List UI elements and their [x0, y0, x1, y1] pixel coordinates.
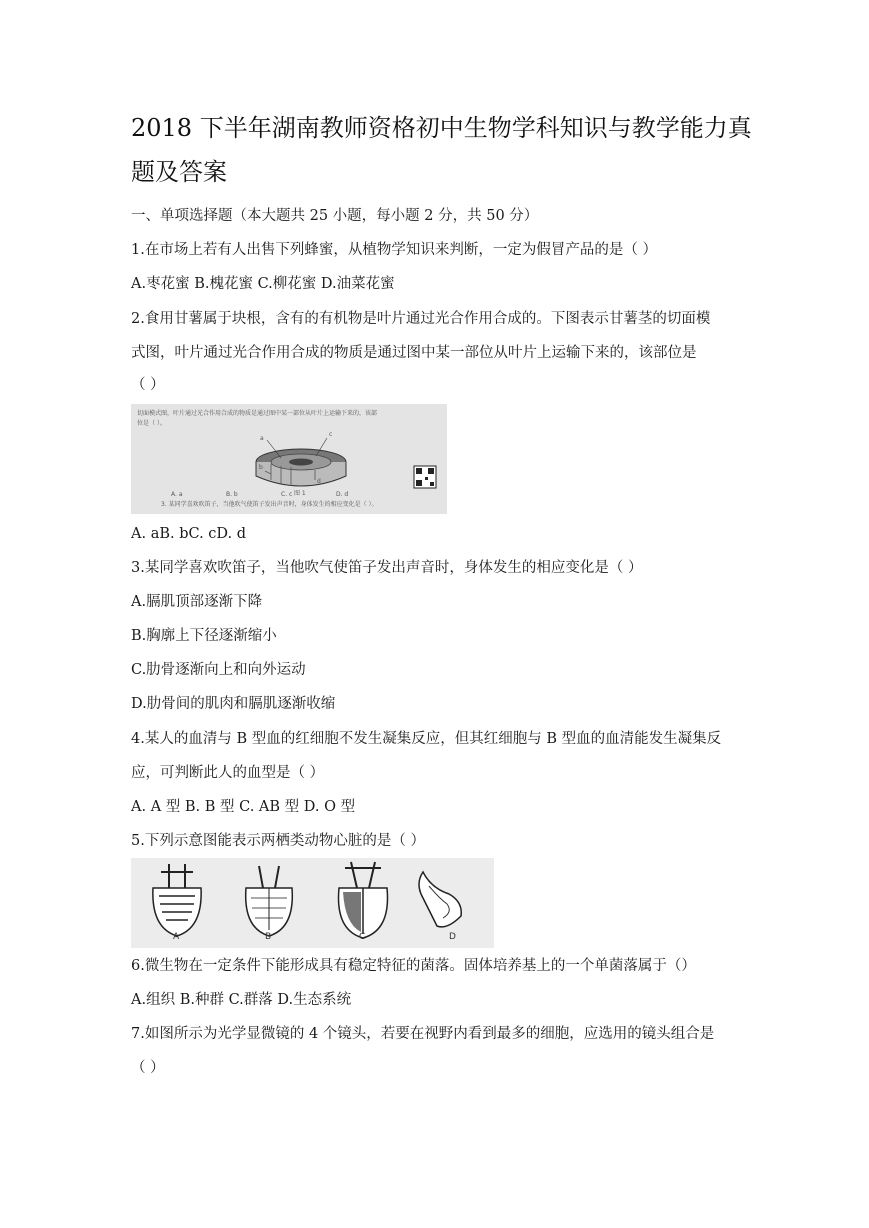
- q2-stem-line1: 2.食用甘薯属于块根，含有的有机物是叶片通过光合作用合成的。下图表示甘薯茎的切面模: [131, 311, 711, 327]
- figure-text-top2: 位是（ ）。: [137, 420, 166, 427]
- q4-stem-line1: 4.某人的血清与 B 型血的红细胞不发生凝集反应，但其红细胞与 B 型血的血清能发生凝集反: [131, 731, 722, 747]
- q3-option-c: C.肋骨逐渐向上和向外运动: [131, 662, 306, 678]
- q2-stem-line2: 式图，叶片通过光合作用合成的物质是通过图中某一部位从叶片上运输下来的，该部位是: [131, 345, 697, 361]
- figure-text-bottom: 3. 某同学喜欢吹笛子，当他吹气使笛子发出声音时，身体发生的相应变化是（ ）。: [161, 501, 378, 508]
- q4-options: A. A 型 B. B 型 C. AB 型 D. O 型: [131, 799, 356, 815]
- figure-caption: 图 1: [294, 490, 306, 497]
- q1-options: A.枣花蜜 B.槐花蜜 C.柳花蜜 D.油菜花蜜: [131, 276, 395, 292]
- heart-drawings: [131, 858, 494, 948]
- heart-a-drawing: [153, 864, 201, 936]
- q5-stem: 5.下列示意图能表示两栖类动物心脏的是（ ）: [131, 833, 425, 849]
- figure-option-d: D. d: [336, 491, 349, 498]
- q3-option-d: D.肋骨间的肌肉和膈肌逐渐收缩: [131, 696, 336, 712]
- q6-options: A.组织 B.种群 C.群落 D.生态系统: [131, 992, 352, 1008]
- heart-diagrams-figure: [131, 858, 494, 948]
- q2-stem-line3: （ ）: [131, 377, 165, 393]
- q4-stem-line2: 应，可判断此人的血型是（ ）: [131, 765, 325, 781]
- figure-label-c: c: [329, 431, 333, 438]
- document-title-line2: 题及答案: [131, 158, 227, 186]
- figure-label-d: d: [317, 478, 321, 485]
- q7-stem-line1: 7.如图所示为光学显微镜的 4 个镜头，若要在视野内看到最多的细胞，应选用的镜头组合是: [131, 1026, 715, 1042]
- q2-options: A. aB. bC. cD. d: [131, 526, 247, 542]
- heart-label-b: B: [265, 932, 272, 942]
- heart-label-d: D: [449, 932, 456, 942]
- figure-label-b: b: [259, 464, 263, 471]
- figure-option-c: C. c: [281, 491, 293, 498]
- figure-label-a: a: [260, 435, 264, 442]
- figure-text-top1: 切面模式图，叶片通过光合作用合成的物质是通过图中某一部位从叶片上运输下来的，该部: [137, 410, 378, 417]
- figure-option-b: B. b: [226, 491, 238, 498]
- heart-c-drawing: [339, 862, 388, 938]
- heart-label-c: C: [359, 932, 366, 942]
- heart-d-drawing: [419, 872, 461, 927]
- q1-stem: 1.在市场上若有人出售下列蜂蜜，从植物学知识来判断，一定为假冒产品的是（ ）: [131, 242, 657, 258]
- heart-label-a: A: [173, 932, 180, 942]
- q3-option-b: B.胸廓上下径逐渐缩小: [131, 628, 277, 644]
- heart-b-drawing: [246, 866, 293, 936]
- q6-stem: 6.微生物在一定条件下能形成具有稳定特征的菌落。固体培养基上的一个单菌落属于（）: [131, 958, 696, 974]
- q7-stem-line2: （ ）: [131, 1060, 165, 1076]
- section-heading: 一、单项选择题（本大题共 25 小题，每小题 2 分，共 50 分）: [131, 208, 539, 224]
- sweet-potato-stem-figure: [131, 404, 447, 514]
- q3-stem: 3.某同学喜欢吹笛子，当他吹气使笛子发出声音时，身体发生的相应变化是（ ）: [131, 560, 643, 576]
- document-title-line1: 2018 下半年湖南教师资格初中生物学科知识与教学能力真: [131, 114, 752, 142]
- q3-option-a: A.膈肌顶部逐渐下降: [131, 594, 263, 610]
- figure-option-a: A. a: [171, 491, 183, 498]
